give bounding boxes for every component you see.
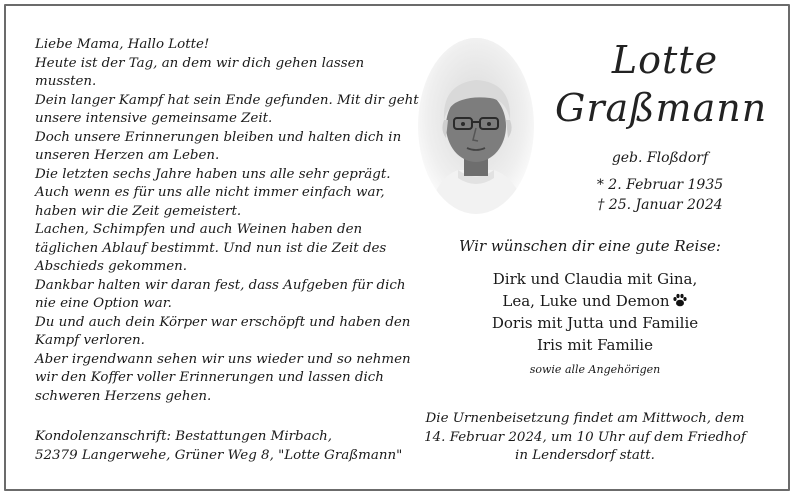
letter-line: Kampf verloren. [35,333,145,348]
letter-line: nie eine Option war. [35,296,172,311]
letter-line: Liebe Mama, Hallo Lotte! [35,37,210,52]
address-line: 52379 Langerwehe, Grüner Weg 8, "Lotte Graßmann" [35,447,403,463]
letter-line: Dein langer Kampf hat sein Ende gefunden. Mit dir geht [35,92,419,108]
last-name: Graßmann [555,86,768,130]
funeral-line: 14. Februar 2024, um 10 Uhr auf dem Friedhof [424,429,746,445]
portrait-photo [418,38,534,214]
condolence-address [35,428,415,465]
letter-line: schweren Herzens gehen. [35,388,212,404]
mourner-line: Doris mit Jutta und Familie [491,314,699,332]
farewell-letter [35,36,419,406]
letter-line: Du und auch dein Körper war erschöpft und haben den [35,314,411,330]
letter-line: Aber irgendwann sehen wir uns wieder und so nehmen [35,351,411,367]
letter-line: Dankbar halten wir daran fest, dass Aufgeben für dich [35,277,406,293]
letter-line: mussten. [35,74,97,89]
birth-date: * 2. Februar 1935 [596,177,724,193]
letter-line: Heute ist der Tag, an dem wir dich gehen lassen [35,55,365,71]
mourner-line: Lea, Luke und Demon [502,292,670,310]
life-dates [560,175,760,215]
farewell-wish: Wir wünschen dir eine gute Reise: [459,237,721,255]
letter-line: Abschieds gekommen. [35,259,188,274]
funeral-line: Die Urnenbeisetzung findet am Mittwoch, dem [425,411,745,426]
death-date: † 25. Januar 2024 [597,197,723,213]
letter-line: Die letzten sechs Jahre haben uns alle sehr geprägt. [35,166,391,182]
mourner-line: Iris mit Familie [536,336,653,354]
letter-line: unsere intensive gemeinsame Zeit. [35,111,273,126]
address-line: Kondolenzanschrift: Bestattungen Mirbach, [35,429,332,444]
letter-line: täglichen Ablauf bestimmt. Und nun ist die Zeit des [35,240,387,256]
mourner-line: Dirk und Claudia mit Gina, [492,270,698,288]
letter-line: haben wir die Zeit gemeistert. [35,203,242,219]
birth-name: geb. Floßdorf [611,150,709,166]
letter-line: wir den Koffer voller Erinnerungen und lassen dich [35,370,384,385]
mourner-line-with-pet [450,290,740,312]
funeral-line: in Lendersdorf statt. [515,448,655,463]
first-name: Lotte [611,38,719,82]
paw-icon [672,292,688,308]
portrait-photo-icon [418,38,534,214]
letter-line: Doch unsere Erinnerungen bleiben und halten dich in [35,129,402,145]
letter-line: unseren Herzen am Leben. [35,148,220,163]
letter-line: Auch wenn es für uns alle nicht immer einfach war, [35,185,385,200]
letter-line: Lachen, Schimpfen und auch Weinen haben den [35,222,363,237]
other-relatives: sowie alle Angehörigen [529,363,661,376]
funeral-info [420,410,750,466]
mourners-list [450,268,740,356]
